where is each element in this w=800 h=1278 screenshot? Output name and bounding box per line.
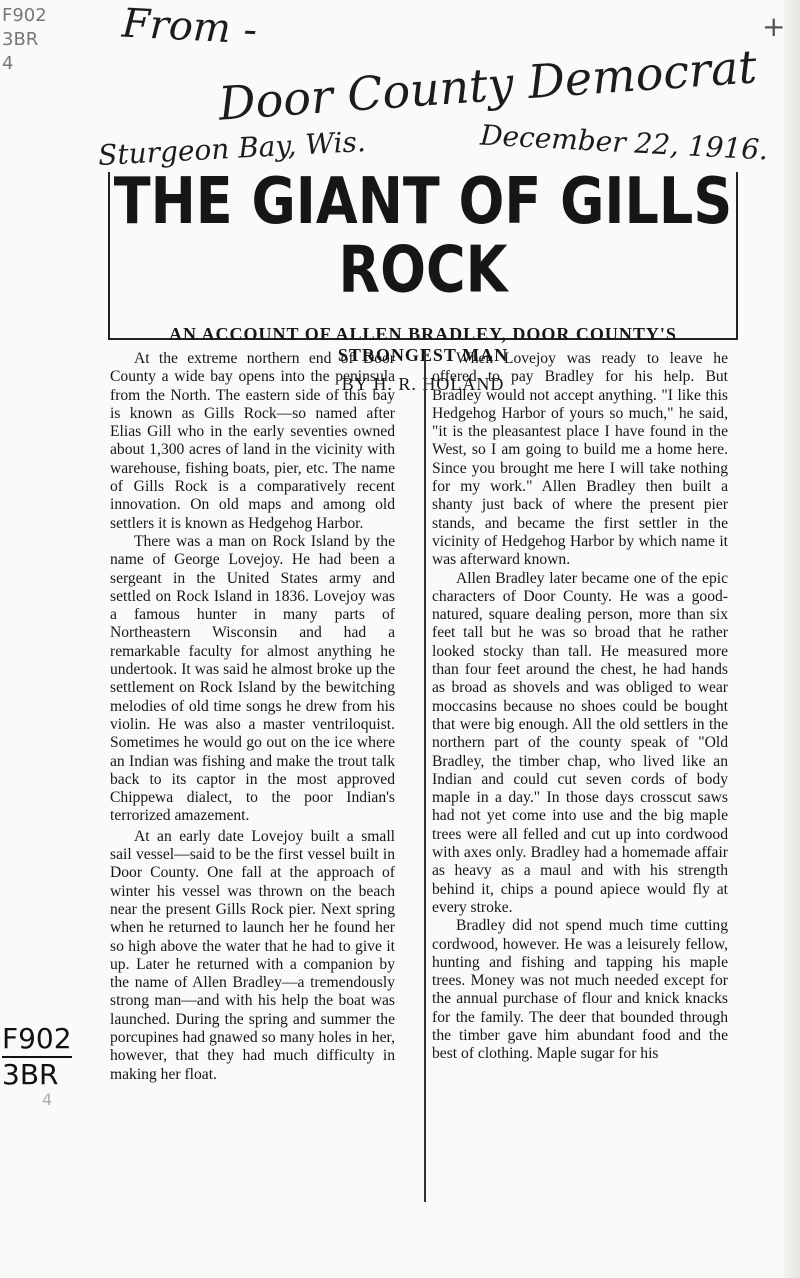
paragraph: At the extreme northern end of Door County a wide bay opens into the peninsula from the North. The eastern side of this bay is known as Gills Rock—so named after Elias Gill who in the early seventies owned about 1,300 acres of land in the vicinity with warehouse, fishing boats, pier, etc. The name of Gills Rock is a comparatively recent innovation. On old maps and among old settlers it is known as Hedgehog Harbor. [110, 350, 395, 532]
handwritten-from: From - [120, 0, 259, 54]
corner-note-line-2: 3BR [2, 29, 39, 50]
handwritten-date: December 22, 1916. [479, 118, 769, 167]
article-column-1 [110, 350, 395, 1202]
byline: BY H. R. HOLAND [341, 374, 505, 394]
corner-catalog-note [2, 4, 47, 76]
margin-note-line-2: 3BR [2, 1058, 59, 1091]
headline: THE GIANT OF GILLS ROCK [113, 164, 733, 307]
margin-note-line-1: F902 [2, 1022, 72, 1058]
page-edge-shadow [784, 0, 800, 1278]
headline-box [108, 164, 738, 394]
paragraph: There was a man on Rock Island by the name of George Lovejoy. He had been a sergeant in the United States army and settled on Rock Island in 1836. Lovejoy was a famous hunter in many parts of Northeastern Wisconsin and had a remarkable faculty for almost anything he undertook. It was said he almost broke up the settlement on Rock Island by the bewitching melodies of old time songs he drew from his violin. He was also a master ventriloquist. Sometimes he would go out on the ice where an Indian was fishing and make the trout talk back to its captor in the most approved Chippewa dialect, to the poor Indian's terrorized amazement. [110, 532, 395, 825]
deck: AN ACCOUNT OF ALLEN BRADLEY, DOOR COUNTY'S STRONGEST MAN [169, 324, 677, 365]
corner-note-line-1: F902 [2, 5, 47, 26]
handwritten-city: Sturgeon Bay, Wis. [97, 125, 367, 172]
corner-note-line-3: 4 [2, 53, 14, 74]
paragraph: Bradley did not spend much time cutting cordwood, however. He was a leisurely fellow, hunting and fishing and tapping his maple trees. Money was not much needed except for the annual purchase of flour and knick knacks for the family. The deer that bounded through the timber gave him abundant food and the best of clothing. Maple sugar for his [432, 917, 728, 1063]
margin-catalog-note [2, 1022, 72, 1108]
margin-note-line-3: 4 [42, 1090, 53, 1109]
paragraph: When Lovejoy was ready to leave he offered to pay Bradley for his help. But Bradley would not accept anything. "I like this Hedgehog Harbor of yours so much," he said, "it is the pleasantest place I have found in the West, so I am going to build me a home here. Since you brought me here I will take nothing for my work." Allen Bradley then built a shanty just back of where the present pier stands, and became the first settler in the vicinity of Hedgehog Harbor by which name it was afterward known. [432, 350, 728, 569]
paragraph: At an early date Lovejoy built a small sail vessel—said to be the first vessel built in Door County. One fall at the approach of winter his vessel was thrown on the beach near the present Gills Rock pier. Next spring when he returned to launch her he found her so high above the water that he had to give it up. Later he returned with a companion by the name of Allen Bradley—a tremendously strong man—and with his help the boat was launched. During the spring and summer the porcupines had gnawed so many holes in her, however, that they had much difficulty in making her float. [110, 827, 395, 1083]
article-column-2 [424, 350, 728, 1202]
handwritten-source: Door County Democrat [216, 39, 759, 131]
registration-mark: + [762, 10, 786, 43]
paragraph: Allen Bradley later became one of the epic characters of Door County. He was a good-natured, square dealing person, more than six feet tall but he was so broad that he rather looked stocky than tall. He measured more than four feet around the chest, he had hands as broad as shovels and was obliged to wear moccasins because no shoes could be bought that were big enough. All the old settlers in the northern part of the county speak of "Old Bradley, the timber chap, who lived like an Indian and could cut seven cords of body maple in a day." In those days crosscut saws had not yet come into use and the big maple trees were all felled and cut up into cordwood with axes only. Bradley had a homemade affair as heavy as a maul and with his strength behind it, chips a pound apiece would fly at every stroke. [432, 569, 728, 916]
